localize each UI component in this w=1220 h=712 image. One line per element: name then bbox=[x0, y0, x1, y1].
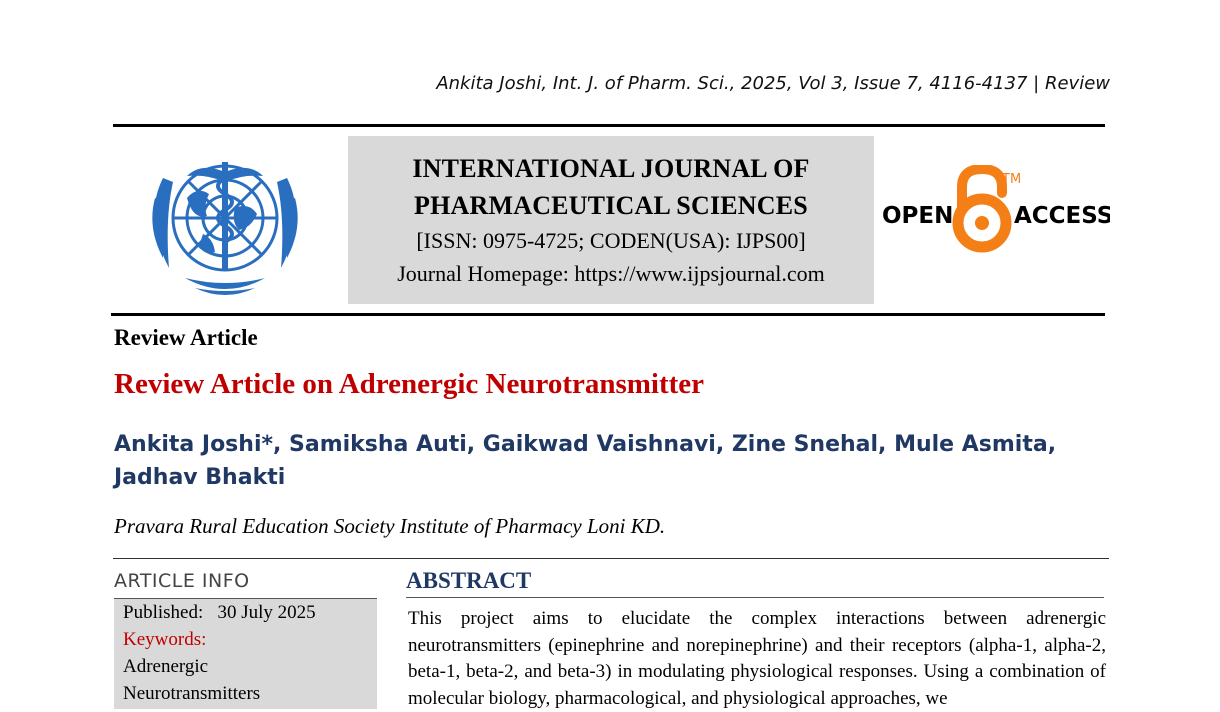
open-access-right-text: ACCESS bbox=[1014, 203, 1110, 229]
keywords-label: Keywords: bbox=[123, 629, 207, 650]
affiliation: Pravara Rural Education Society Institute of Pharmacy Loni KD. bbox=[114, 514, 666, 538]
keyword-item: Neurotransmitters bbox=[123, 683, 261, 704]
journal-name-line2: PHARMACEUTICAL SCIENCES bbox=[414, 191, 808, 220]
published-date: 30 July 2025 bbox=[217, 602, 316, 623]
article-info-box bbox=[114, 598, 377, 709]
open-access-tm: TM bbox=[1002, 172, 1022, 187]
open-access-left-text: OPEN bbox=[882, 203, 954, 229]
keyword-item: Adrenergic bbox=[123, 656, 209, 677]
author-line-1: Ankita Joshi*, Samiksha Auti, Gaikwad Vaishnavi, Zine Snehal, Mule Asmita, bbox=[114, 432, 1057, 457]
article-info-heading: ARTICLE INFO bbox=[114, 570, 250, 592]
header-top-rule bbox=[113, 124, 1105, 127]
journal-name-line1: INTERNATIONAL JOURNAL OF bbox=[412, 154, 810, 183]
journal-homepage: Journal Homepage: https://www.ijpsjournal.com bbox=[397, 261, 825, 286]
author-list bbox=[114, 428, 1074, 494]
article-title: Review Article on Adrenergic Neurotransmitter bbox=[114, 368, 705, 400]
abstract-heading-rule bbox=[406, 597, 1104, 598]
abstract-heading: ABSTRACT bbox=[406, 568, 532, 593]
article-type: Review Article bbox=[114, 325, 258, 350]
padlock-keyhole-icon bbox=[975, 216, 989, 230]
author-line-2: Jadhav Bhakti bbox=[114, 465, 286, 490]
open-access-logo bbox=[878, 165, 1110, 255]
journal-title-box bbox=[348, 136, 874, 304]
journal-issn: [ISSN: 0975-4725; CODEN(USA): IJPS00] bbox=[416, 228, 806, 253]
running-head: Ankita Joshi, Int. J. of Pharm. Sci., 2025, Vol 3, Issue 7, 4116-4137 | Review bbox=[436, 73, 1110, 94]
affiliation-divider bbox=[113, 558, 1109, 559]
abstract-text: This project aims to elucidate the complex interactions between adrenergic neurotransmitters (epinephrine and norepinephrine) and their receptors (alpha-1, alpha-2, beta-1, beta-2, and beta-3) in modulating physiological responses. Using a combination of molecular biology, pharmacological, and physiological approaches, we bbox=[408, 608, 1106, 709]
published-label: Published: bbox=[123, 602, 204, 623]
header-bottom-rule bbox=[111, 313, 1105, 316]
published-row bbox=[114, 599, 377, 626]
journal-emblem-logo bbox=[125, 138, 325, 306]
